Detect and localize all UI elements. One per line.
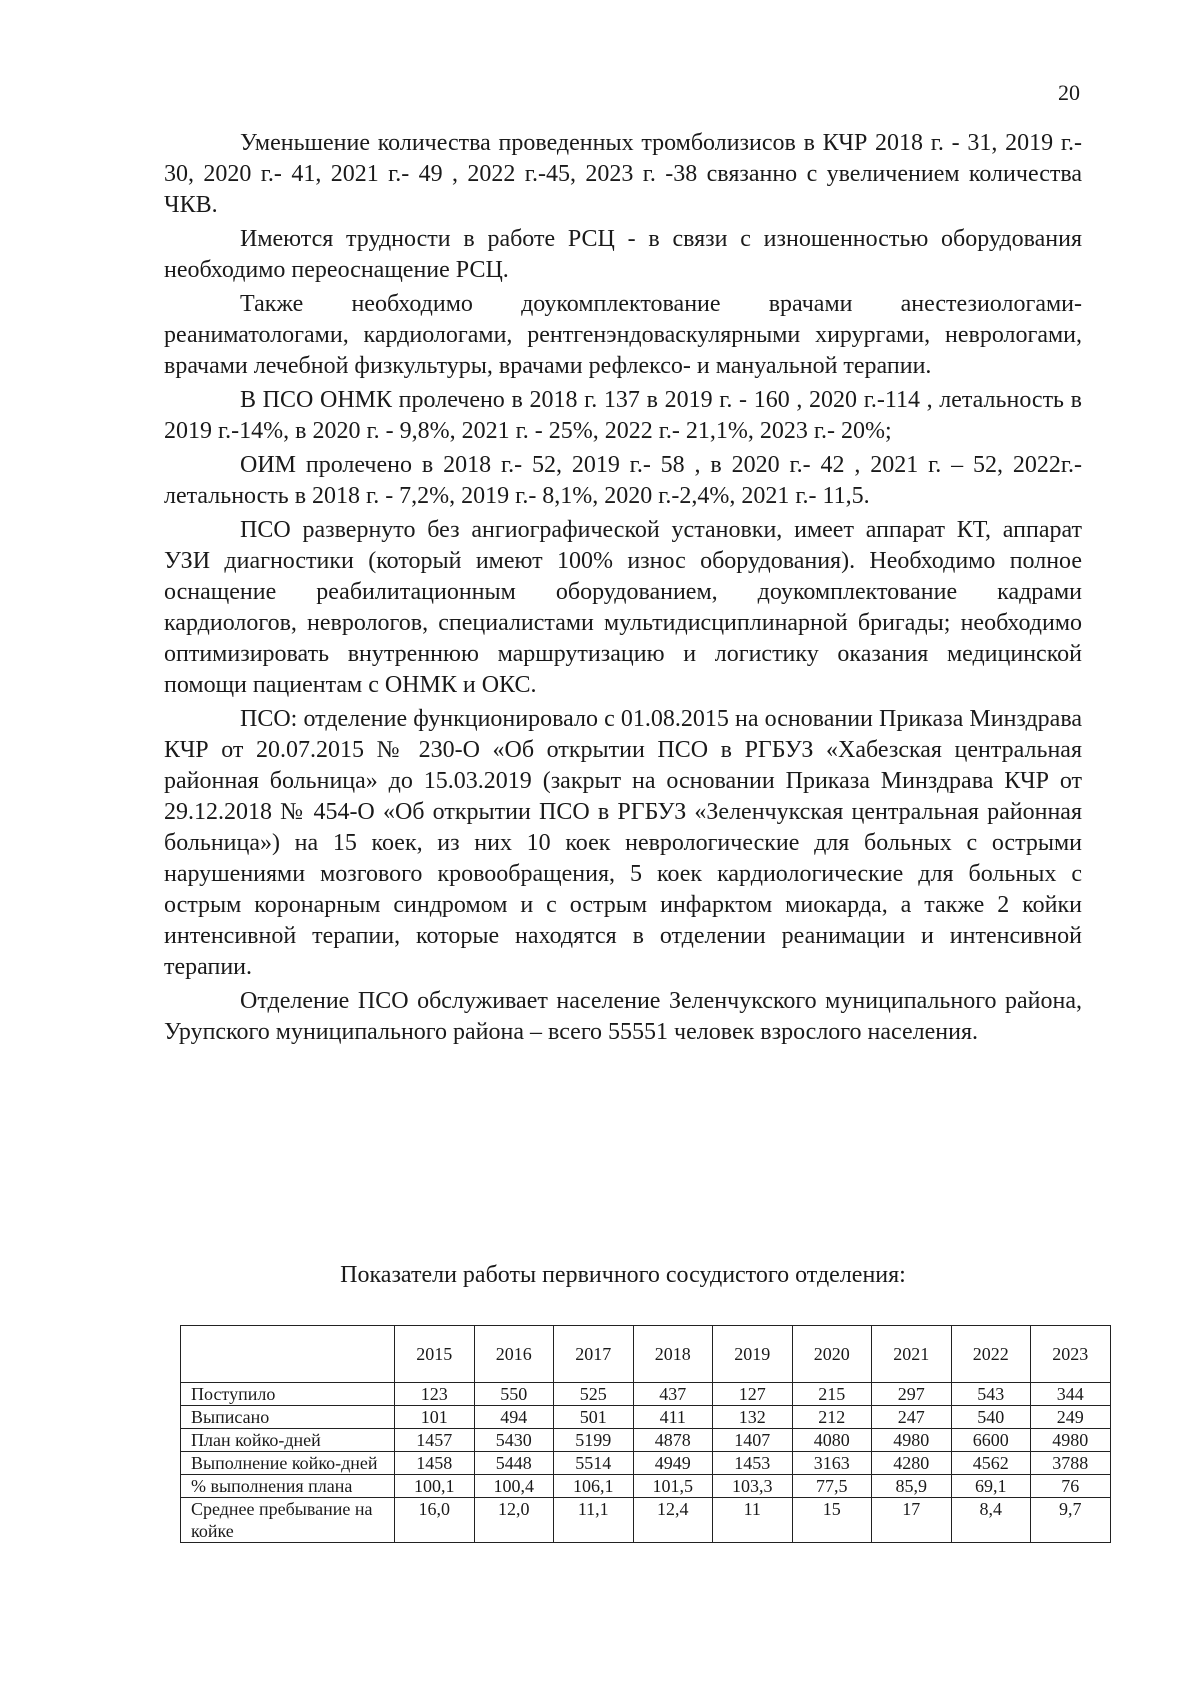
table-cell: 17: [872, 1498, 952, 1543]
paragraph-thrombolysis: Уменьшение количества проведенных тромболизисов в КЧР 2018 г. - 31, 2019 г.- 30, 2020 г.- 41, 2021 г.- 49 , 2022 г.-45, 2023 г. -38 связанно с увеличением количества ЧКВ.: [164, 130, 1082, 218]
table-cell: 5448: [474, 1452, 554, 1475]
paragraph-staffing: Также необходимо доукомплектование врачами анестезиологами-реаниматологами, кардиологами, рентгенэндоваскулярными хирургами, неврологами, врачами лечебной физкультуры, врачами рефлексо- и мануальной терапии.: [164, 291, 1082, 379]
table-cell: 123: [395, 1383, 475, 1406]
table-header-corner: [181, 1326, 395, 1383]
table-cell: 3788: [1031, 1452, 1111, 1475]
table-cell: 525: [554, 1383, 634, 1406]
row-label: Выписано: [181, 1406, 395, 1429]
table-header-year: 2016: [474, 1326, 554, 1383]
table-cell: 69,1: [951, 1475, 1031, 1498]
table-header-year: 2021: [872, 1326, 952, 1383]
table-header-row: [181, 1326, 1111, 1383]
table-cell: 543: [951, 1383, 1031, 1406]
table-cell: 215: [792, 1383, 872, 1406]
table-cell: 1453: [713, 1452, 793, 1475]
table-row: [181, 1383, 1111, 1406]
table-cell: 8,4: [951, 1498, 1031, 1543]
table-cell: 4949: [633, 1452, 713, 1475]
table-header-year: 2022: [951, 1326, 1031, 1383]
table-row: [181, 1406, 1111, 1429]
table-cell: 101: [395, 1406, 475, 1429]
table-cell: 127: [713, 1383, 793, 1406]
table-cell: 4980: [1031, 1429, 1111, 1452]
table-cell: 16,0: [395, 1498, 475, 1543]
paragraph-pso-equipment: ПСО развернуто без ангиографической установки, имеет аппарат КТ, аппарат УЗИ диагностики (который имеют 100% износ оборудования). Необходимо полное оснащение реабилитационным оборудованием, доукомплектование кадрами кардиологов, неврологов, специалистами мультидисциплинарной бригады; необходимо оптимизировать внутреннюю маршрутизацию и логистику оказания медицинской помощи пациентам с ОНМК и ОКС.: [164, 517, 1082, 698]
page-number: 20: [1058, 80, 1080, 105]
table-cell: 437: [633, 1383, 713, 1406]
table-cell: 1457: [395, 1429, 475, 1452]
table-header-year: 2023: [1031, 1326, 1111, 1383]
table-cell: 5430: [474, 1429, 554, 1452]
table-header-year: 2020: [792, 1326, 872, 1383]
table-cell: 1407: [713, 1429, 793, 1452]
table-header-year: 2015: [395, 1326, 475, 1383]
table-cell: 76: [1031, 1475, 1111, 1498]
table-cell: 106,1: [554, 1475, 634, 1498]
table-cell: 11: [713, 1498, 793, 1543]
row-label: Среднее пребывание на койке: [181, 1498, 395, 1543]
table-cell: 9,7: [1031, 1498, 1111, 1543]
paragraph-pso-history: ПСО: отделение функционировало с 01.08.2015 на основании Приказа Минздрава КЧР от 20.07.2015 № 230-О «Об открытии ПСО в РГБУЗ «Хабезская центральная районная больница» до 15.03.2019 (закрыт на основании Приказа Минздрава КЧР от 29.12.2018 № 454-О «Об открытии ПСО в РГБУЗ «Зеленчукская центральная районная больница») на 15 коек, из них 10 коек неврологические для больных с острыми нарушениями мозгового кровообращения, 5 коек кардиологические для больных с острым коронарным синдромом и с острым инфарктом миокарда, а также 2 койки интенсивной терапии, которые находятся в отделении реанимации и интенсивной терапии.: [164, 706, 1082, 980]
table-cell: 101,5: [633, 1475, 713, 1498]
table-cell: 247: [872, 1406, 952, 1429]
row-label: % выполнения плана: [181, 1475, 395, 1498]
table-cell: 15: [792, 1498, 872, 1543]
table-cell: 1458: [395, 1452, 475, 1475]
table-cell: 344: [1031, 1383, 1111, 1406]
row-label: Выполнение койко-дней: [181, 1452, 395, 1475]
table-cell: 494: [474, 1406, 554, 1429]
table-row: [181, 1452, 1111, 1475]
table-row: [181, 1475, 1111, 1498]
table-cell: 4280: [872, 1452, 952, 1475]
table-cell: 100,1: [395, 1475, 475, 1498]
paragraph-onmk-stats: В ПСО ОНМК пролечено в 2018 г. 137 в 2019 г. - 160 , 2020 г.-114 , летальность в 2019 г.-14%, в 2020 г. - 9,8%, 2021 г. - 25%, 2022 г.- 21,1%, 2023 г.- 20%;: [164, 387, 1082, 444]
table-cell: 85,9: [872, 1475, 952, 1498]
table-cell: 12,4: [633, 1498, 713, 1543]
table-cell: 501: [554, 1406, 634, 1429]
table-cell: 77,5: [792, 1475, 872, 1498]
table-cell: 550: [474, 1383, 554, 1406]
table-cell: 5199: [554, 1429, 634, 1452]
table-caption: Показатели работы первичного сосудистого отделения:: [340, 1262, 906, 1288]
table-cell: 4080: [792, 1429, 872, 1452]
table-cell: 132: [713, 1406, 793, 1429]
table-cell: 11,1: [554, 1498, 634, 1543]
table-cell: 212: [792, 1406, 872, 1429]
table-cell: 297: [872, 1383, 952, 1406]
row-label: План койко-дней: [181, 1429, 395, 1452]
paragraph-pso-population: Отделение ПСО обслуживает население Зеленчукского муниципального района, Урупского муниципального района – всего 55551 человек взрослого населения.: [164, 988, 1082, 1045]
table-cell: 249: [1031, 1406, 1111, 1429]
pso-statistics-table: [180, 1325, 1111, 1543]
table-cell: 540: [951, 1406, 1031, 1429]
paragraph-rsc-equipment: Имеются трудности в работе РСЦ - в связи с изношенностью оборудования необходимо переоснащение РСЦ.: [164, 226, 1082, 283]
table-cell: 4562: [951, 1452, 1031, 1475]
table-cell: 103,3: [713, 1475, 793, 1498]
table-header-year: 2018: [633, 1326, 713, 1383]
table-header-year: 2019: [713, 1326, 793, 1383]
table-cell: 3163: [792, 1452, 872, 1475]
table-header-year: 2017: [554, 1326, 634, 1383]
table-cell: 5514: [554, 1452, 634, 1475]
row-label: Поступило: [181, 1383, 395, 1406]
table-cell: 4878: [633, 1429, 713, 1452]
table-row: [181, 1498, 1111, 1543]
table-cell: 100,4: [474, 1475, 554, 1498]
table-cell: 4980: [872, 1429, 952, 1452]
table-cell: 6600: [951, 1429, 1031, 1452]
table-row: [181, 1429, 1111, 1452]
document-body: [164, 128, 1082, 1051]
paragraph-oim-stats: ОИМ пролечено в 2018 г.- 52, 2019 г.- 58 , в 2020 г.- 42 , 2021 г. – 52, 2022г.- летальность в 2018 г. - 7,2%, 2019 г.- 8,1%, 2020 г.-2,4%, 2021 г.- 11,5.: [164, 452, 1082, 509]
table-cell: 12,0: [474, 1498, 554, 1543]
table-cell: 411: [633, 1406, 713, 1429]
